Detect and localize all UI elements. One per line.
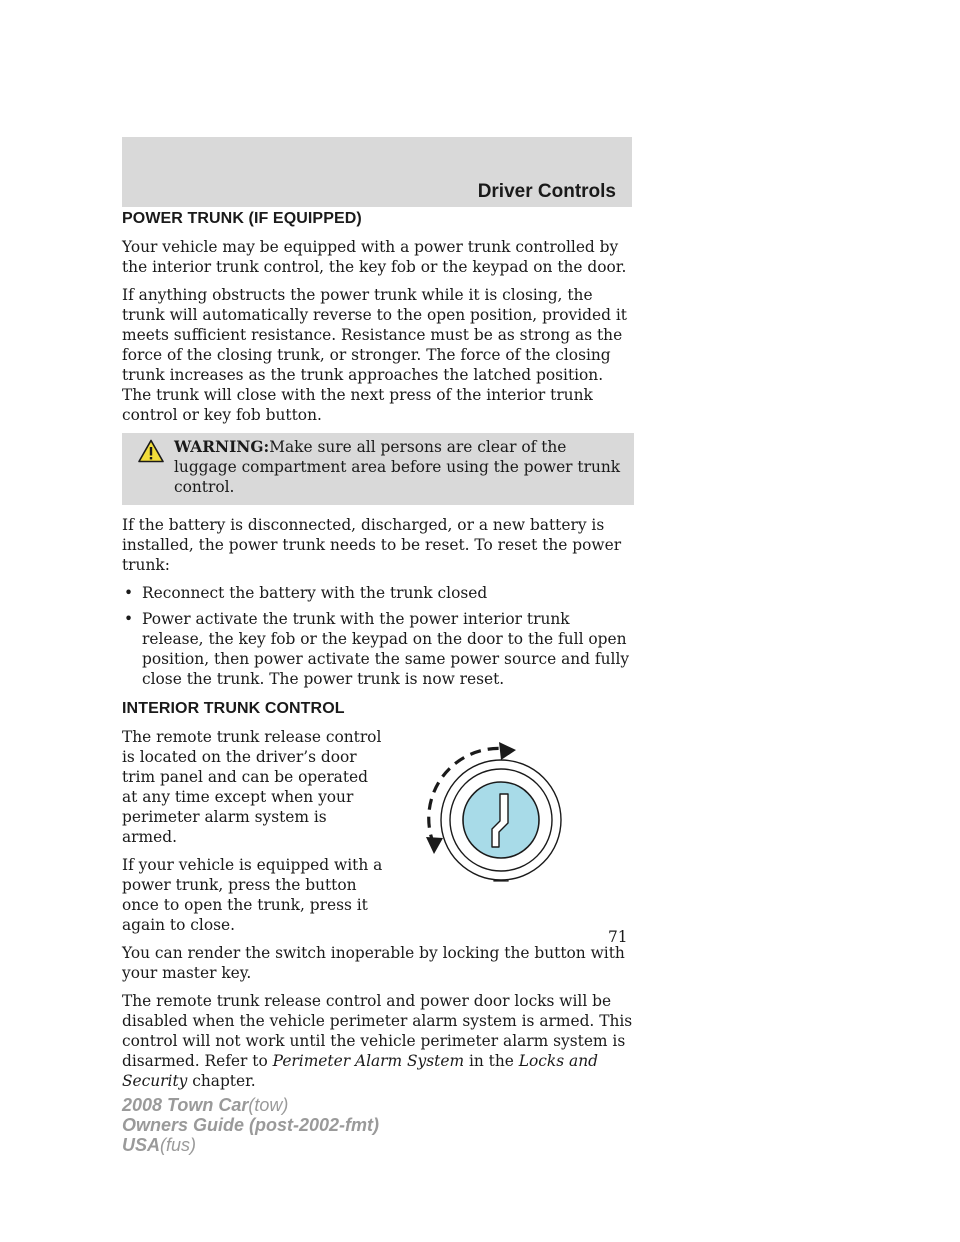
list-item: • Reconnect the battery with the trunk closed	[122, 583, 634, 603]
power-trunk-intro: Your vehicle may be equipped with a power trunk controlled by the interior trunk control, the key fob or the keypad on the door.	[122, 238, 627, 276]
header-band	[122, 137, 632, 207]
interior-trunk-section	[122, 727, 634, 943]
interior-trunk-text	[122, 727, 384, 943]
power-trunk-reset-intro: If the battery is disconnected, discharged, or a new battery is installed, the power trunk needs to be reset. To reset the power trunk:	[122, 516, 622, 574]
interior-trunk-heading: INTERIOR TRUNK CONTROL	[122, 700, 345, 717]
section-title: Driver Controls	[477, 181, 616, 202]
lock-switch-text: You can render the switch inoperable by locking the button with your master key.	[122, 944, 625, 982]
warning-box	[122, 433, 634, 505]
trunk-release-button-icon	[416, 727, 586, 897]
warning-label: WARNING:	[174, 438, 270, 456]
warning-text: Make sure all persons are clear of the luggage compartment area before using the power trunk control.	[174, 438, 621, 496]
interior-trunk-location: The remote trunk release control is located on the driver’s door trim panel and can be operated at any time except when your perimeter alarm system is armed.	[122, 728, 382, 846]
list-item: • Power activate the trunk with the power interior trunk release, the key fob or the keypad on the door to the full open position, then power activate the same power source and fully close the trunk. The power trunk is now reset.	[122, 609, 634, 689]
footer-line-model: 2008 Town Car(tow)	[122, 1095, 289, 1115]
warning-triangle-icon	[138, 439, 164, 463]
locks-security-ref: Locks and Security	[122, 1052, 598, 1090]
footer	[122, 1095, 379, 1155]
page-number: 71	[608, 928, 628, 946]
page-content	[122, 209, 634, 1099]
alarm-disable-text: The remote trunk release control and power door locks will be disabled when the vehicle perimeter alarm system is armed. This control will not work until the vehicle perimeter alarm system is disarmed. Refer to Perimeter Alarm System in the Locks and Security chapter.	[122, 992, 633, 1090]
perimeter-alarm-ref: Perimeter Alarm System	[272, 1052, 465, 1070]
footer-line-guide: Owners Guide (post-2002-fmt)	[122, 1115, 380, 1135]
power-trunk-heading: POWER TRUNK (IF EQUIPPED)	[122, 210, 362, 227]
reset-steps-list	[122, 583, 634, 689]
footer-line-market: USA(fus)	[122, 1135, 197, 1155]
interior-trunk-operation: If your vehicle is equipped with a power trunk, press the button once to open the trunk, press it again to close.	[122, 856, 383, 934]
power-trunk-obstruction: If anything obstructs the power trunk while it is closing, the trunk will automatically reverse to the open position, provided it meets sufficient resistance. Resistance must be as strong as the force of the closing trunk, or stronger. The force of the closing trunk increases as the trunk approaches the latched position. The trunk will close with the next press of the interior trunk control or key fob button.	[122, 286, 627, 424]
